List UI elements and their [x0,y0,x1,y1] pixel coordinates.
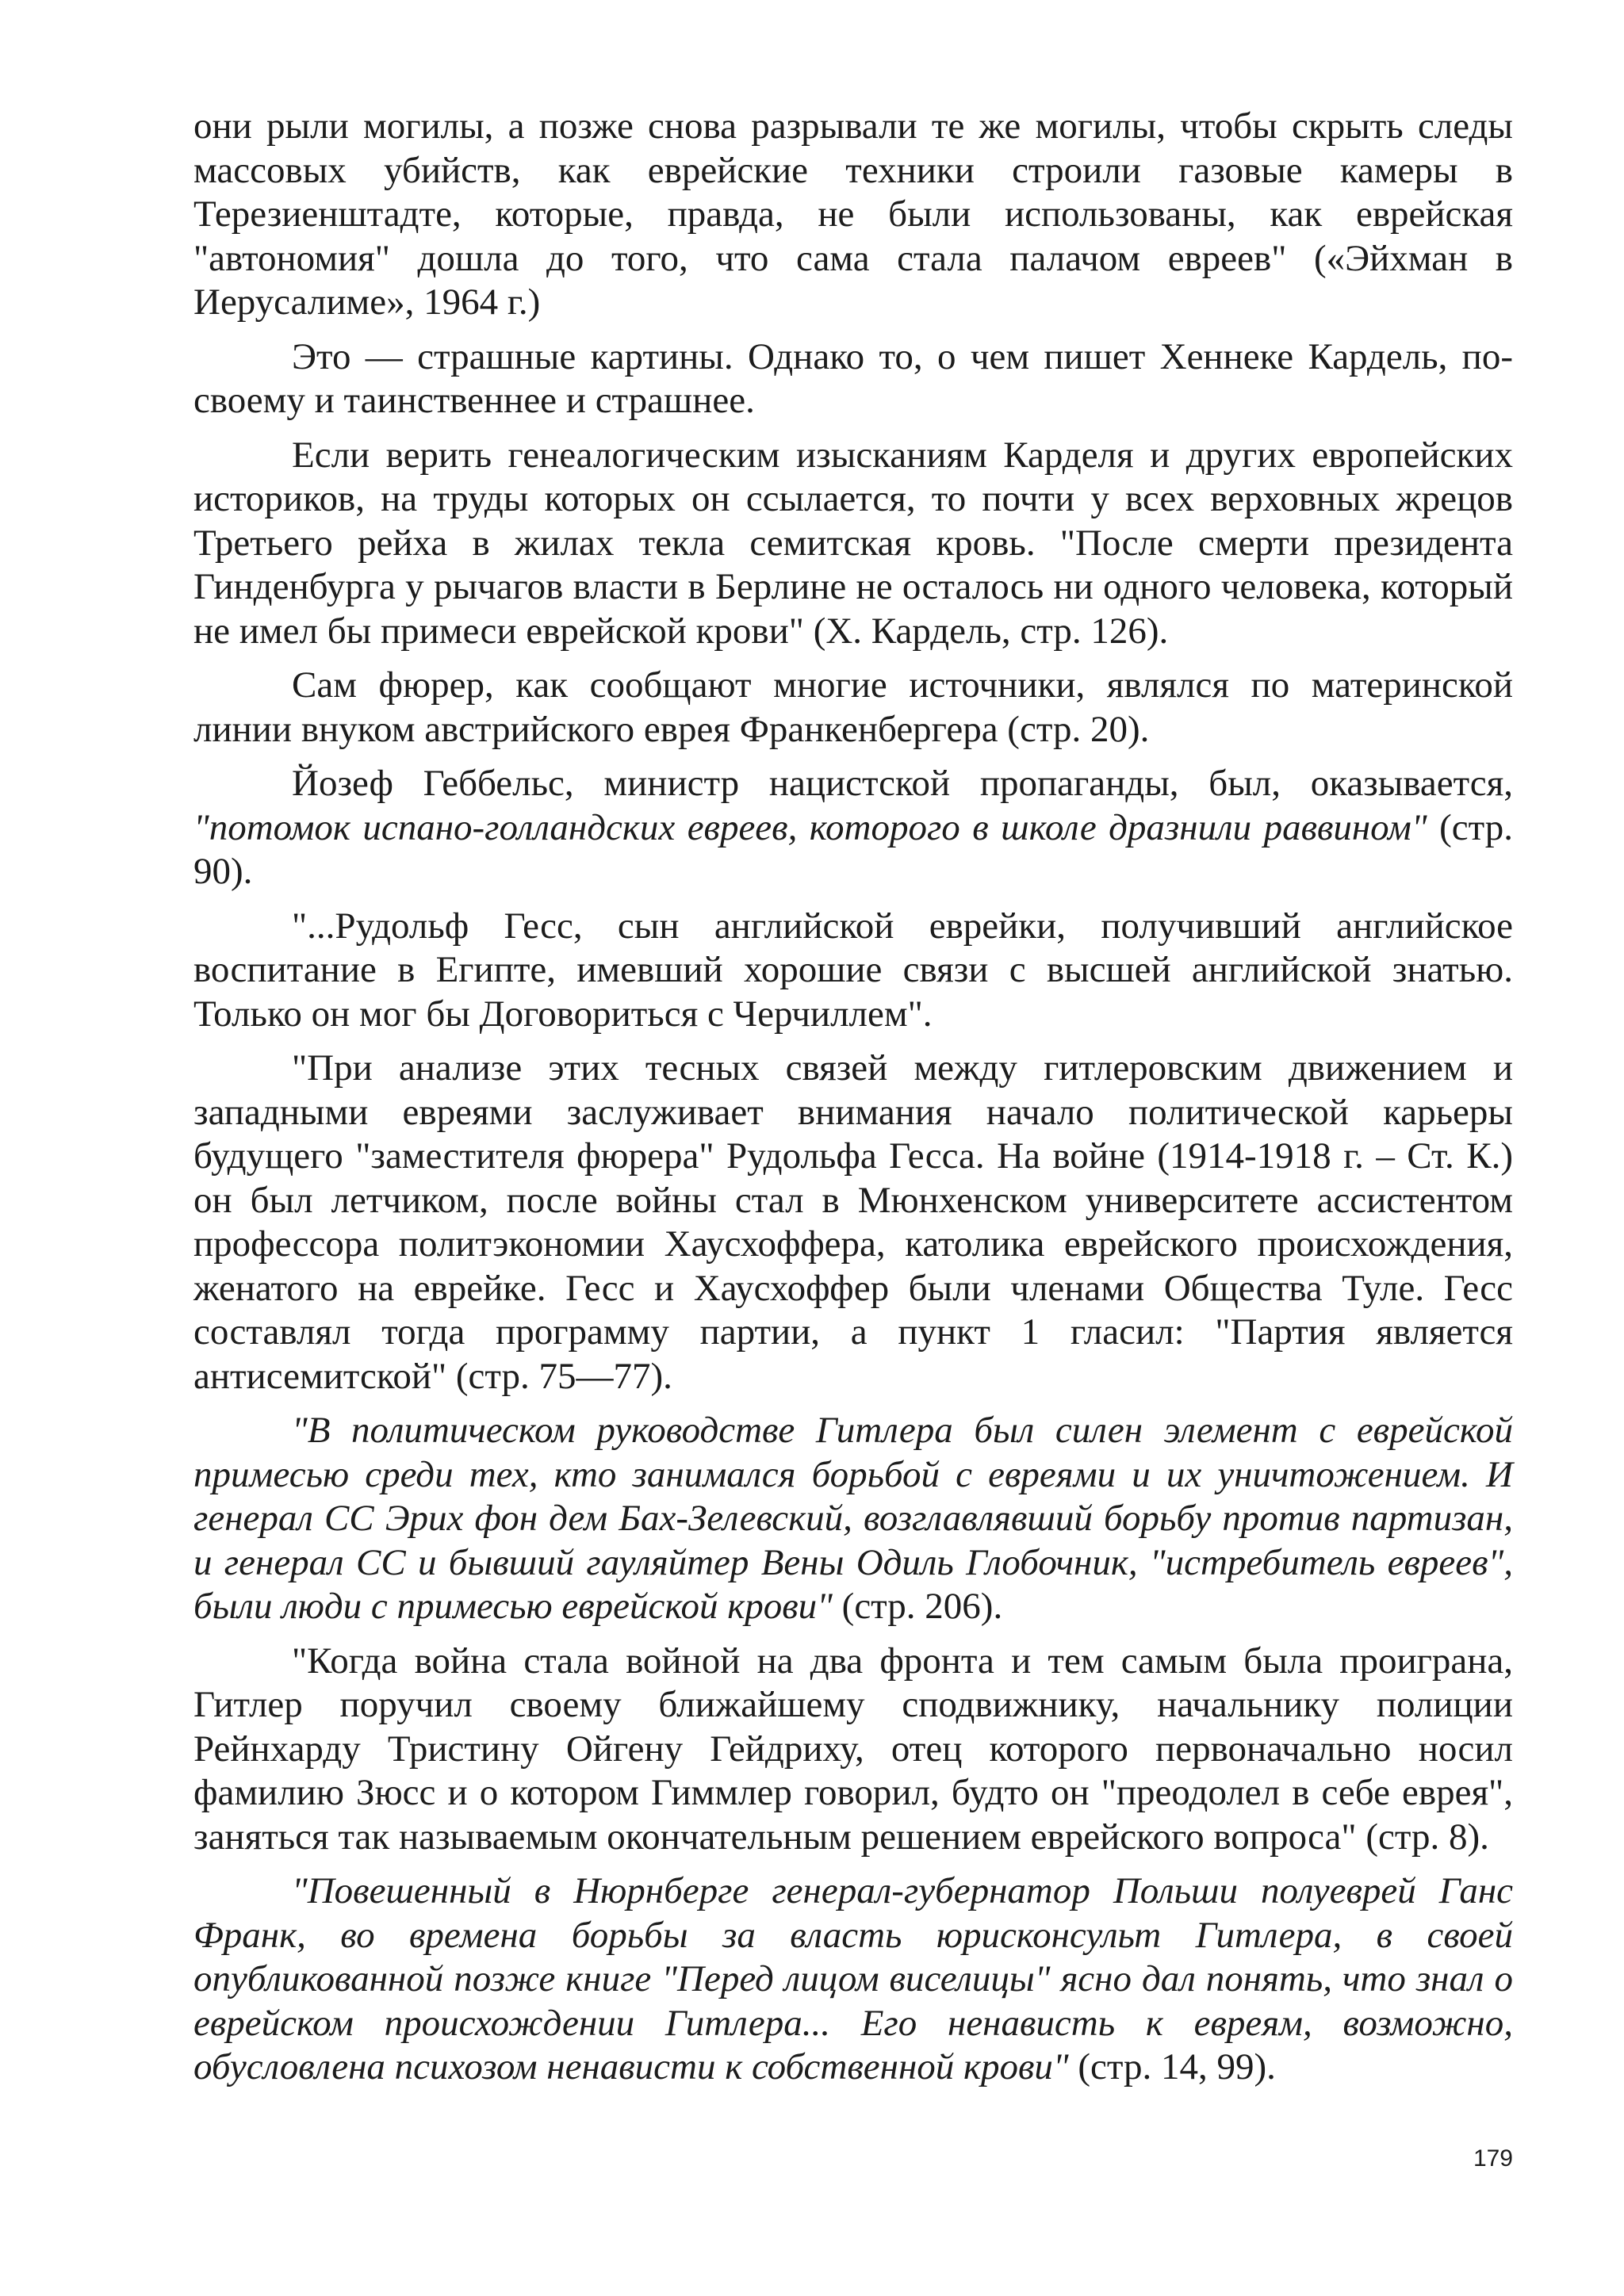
paragraph-text: (стр. 14, 99). [1068,2046,1276,2087]
paragraph [193,1409,1513,1629]
text-column [193,105,1513,2090]
paragraph-text: они рыли могилы, а позже снова разрывали те же могилы, чтобы скрыть следы массовых убийств, как еврейские техники строили газовые камеры в Терезиенштадте, которые, правда, не были использованы, как еврейская "автономия" дошла до того, что сама стала палачом евреев" («Эйхман в Иерусалиме», 1964 г.) [193,105,1513,323]
paragraph [193,335,1513,423]
paragraph [193,1047,1513,1399]
paragraph-text: (стр. 90). [193,806,1513,892]
page-number: 179 [1473,2145,1513,2172]
page-body [193,105,1513,2100]
paragraph [193,664,1513,752]
paragraph-text: (стр. 206). [832,1586,1003,1627]
paragraph-text: Если верить генеалогическим изысканиям Карделя и других европейских историков, на труды которых он ссылается, то почти у всех верховных жрецов Третьего рейха в жилах текла семитская кровь. "После смерти президента Гинденбурга у рычагов власти в Берлине не осталось ни одного человека, который не имел бы примеси еврейской крови" (Х. Кардель, стр. 126). [193,434,1513,652]
paragraph [193,905,1513,1037]
quote-italic-text: "потомок испано-голландских евреев, которого в школе дразнили раввином" [193,806,1427,848]
paragraph-text: "...Рудольф Гесс, сын английской еврейки, получивший английское воспитание в Египте, имевший хорошие связи с высшей английской знатью. Только он мог бы Договориться с Черчиллем". [193,905,1513,1035]
quote-italic-text: "Повешенный в Нюрнберге генерал-губернатор Польши полуеврей Ганс Франк, во времена борьбы за власть юрисконсульт Гитлера, в своей опубликованной позже книге "Перед лицом виселицы" ясно дал понять, что знал о еврейском происхождении Гитлера... Его ненависть к евреям, возможно, обусловлена психозом ненависти к собственной крови" [193,1870,1513,2087]
paragraph [193,105,1513,325]
paragraph-text: Это — страшные картины. Однако то, о чем пишет Хеннеке Кардель, по-своему и таинственнее и страшнее. [193,335,1513,421]
paragraph [193,762,1513,894]
paragraph-text: Йозеф Геббельс, министр нацистской пропаганды, был, оказывается, [292,763,1513,804]
paragraph-text: Сам фюрер, как сообщают многие источники, являлся по материнской линии внуком австрийского еврея Франкенбергера (стр. 20). [193,664,1513,750]
paragraph [193,1640,1513,1860]
paragraph [193,434,1513,654]
paragraph-text: "При анализе этих тесных связей между гитлеровским движением и западными евреями заслуживает внимания начало политической карьеры будущего "заместителя фюрера" Рудольфа Гесса. На войне (1914-1918 г. – Ст. К.) он был летчиком, после войны стал в Мюнхенском университете ассистентом профессора политэкономии Хаусхоффера, католика еврейского происхождения, женатого на еврейке. Гесс и Хаусхоффер были членами Общества Туле. Гесс составлял тогда программу партии, а пункт 1 гласил: "Партия является антисемитской" (стр. 75—77). [193,1047,1513,1397]
paragraph-text: "Когда война стала войной на два фронта и тем самым была проиграна, Гитлер поручил своему ближайшему сподвижнику, начальнику полиции Рейнхарду Тристину Ойгену Гейдриху, отец которого первоначально носил фамилию Зюсс и о котором Гиммлер говорил, будто он "преодолел в себе еврея", заняться так называемым окончательным решением еврейского вопроса" (стр. 8). [193,1640,1513,1858]
quote-italic-text: "В политическом руководстве Гитлера был силен элемент с еврейской примесью среди тех, кто занимался борьбой с евреями и их уничтожением. И генерал СС Эрих фон дем Бах-Зелевский, возглавлявший борьбу против партизан, и генерал СС и бывший гауляйтер Вены Одиль Глобочник, "истребитель евреев", были люди с примесью еврейской крови" [193,1410,1513,1627]
paragraph [193,1869,1513,2090]
